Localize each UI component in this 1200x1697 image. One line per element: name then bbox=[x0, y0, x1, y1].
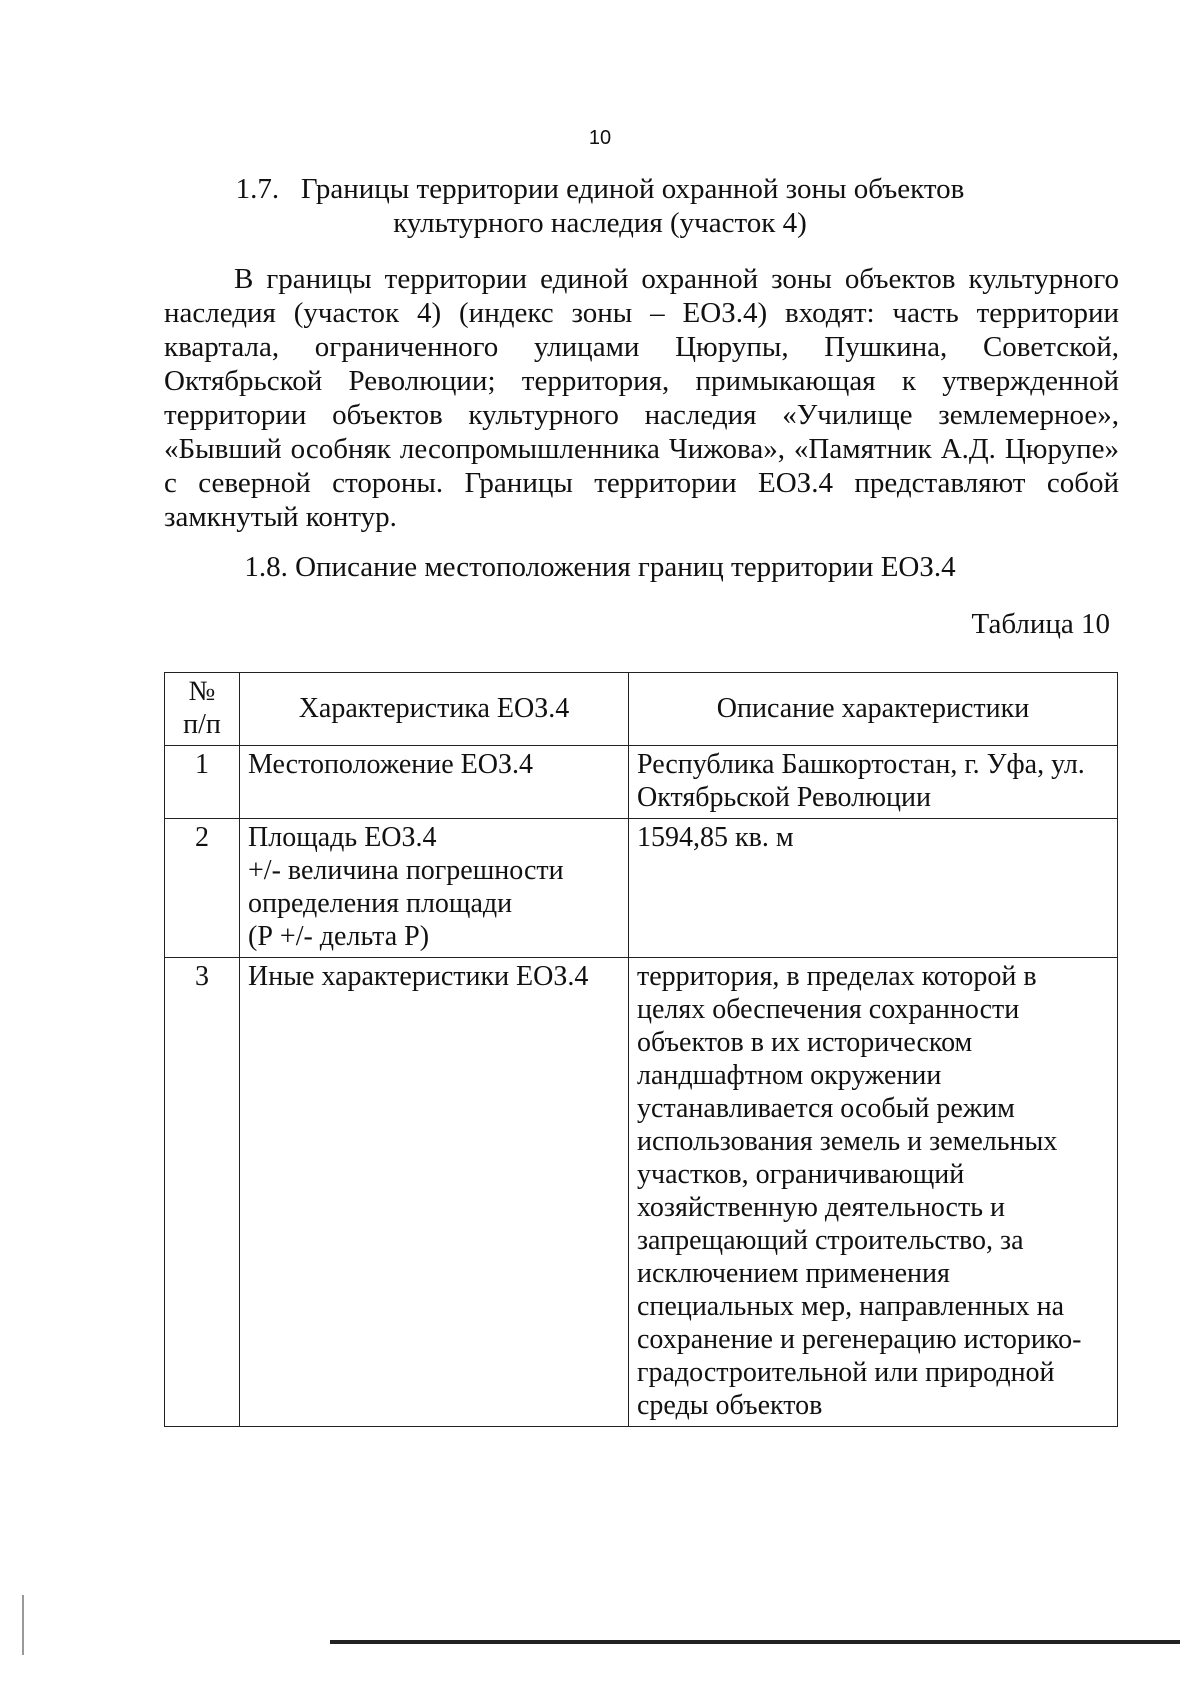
scan-margin-mark bbox=[22, 1595, 24, 1655]
table-header-row bbox=[165, 673, 1118, 746]
row-characteristic: Площадь ЕОЗ.4 +/- величина погрешности определения площади (Р +/- дельта Р) bbox=[240, 819, 629, 958]
header-characteristic: Характеристика ЕОЗ.4 bbox=[240, 673, 629, 746]
table-row bbox=[165, 958, 1118, 1427]
characteristics-table bbox=[164, 672, 1118, 1427]
section-1-7-title-line2: культурного наследия (участок 4) bbox=[393, 207, 807, 239]
row-characteristic: Местоположение ЕОЗ.4 bbox=[240, 746, 629, 819]
row-description: 1594,85 кв. м bbox=[629, 819, 1118, 958]
table-caption: Таблица 10 bbox=[971, 608, 1110, 640]
row-characteristic: Иные характеристики ЕОЗ.4 bbox=[240, 958, 629, 1427]
section-1-8-heading: 1.8. Описание местоположения границ территории ЕОЗ.4 bbox=[244, 551, 956, 583]
header-description: Описание характеристики bbox=[629, 673, 1118, 746]
header-num: № п/п bbox=[165, 673, 240, 746]
row-num: 1 bbox=[165, 746, 240, 819]
section-1-7-title-line1: 1.7. Границы территории единой охранной зоны объектов bbox=[235, 173, 965, 205]
page-number: 10 bbox=[588, 127, 612, 149]
bottom-rule bbox=[330, 1640, 1180, 1644]
row-description: территория, в пределах которой в целях обеспечения сохранности объектов в их историческом ландшафтном окружении устанавливается особый режим использования земель и земельных участков, ограничивающий хозяйственную деятельность и запрещающий строительство, за исключением применения специальных мер, направленных на сохранение и регенерацию историко-градостроительной или природной среды объектов bbox=[629, 958, 1118, 1427]
row-num: 2 bbox=[165, 819, 240, 958]
table-row bbox=[165, 746, 1118, 819]
section-1-7-paragraph: В границы территории единой охранной зоны объектов культурного наследия (участок 4) (индекс зоны – ЕОЗ.4) входят: часть территории квартала, ограниченного улицами Цюрупы, Пушкина, Советской, Октябрьской Революции; территория, примыкающая к утвержденной территории объектов культурного наследия «Училище землемерное», «Бывший особняк лесопромышленника Чижова», «Памятник А.Д. Цюрупе» с северной стороны. Границы территории ЕОЗ.4 представляют собой замкнутый контур. bbox=[164, 263, 1119, 533]
section-1-7-heading bbox=[0, 172, 1200, 240]
table-row bbox=[165, 819, 1118, 958]
row-num: 3 bbox=[165, 958, 240, 1427]
row-description: Республика Башкортостан, г. Уфа, ул. Октябрьской Революции bbox=[629, 746, 1118, 819]
